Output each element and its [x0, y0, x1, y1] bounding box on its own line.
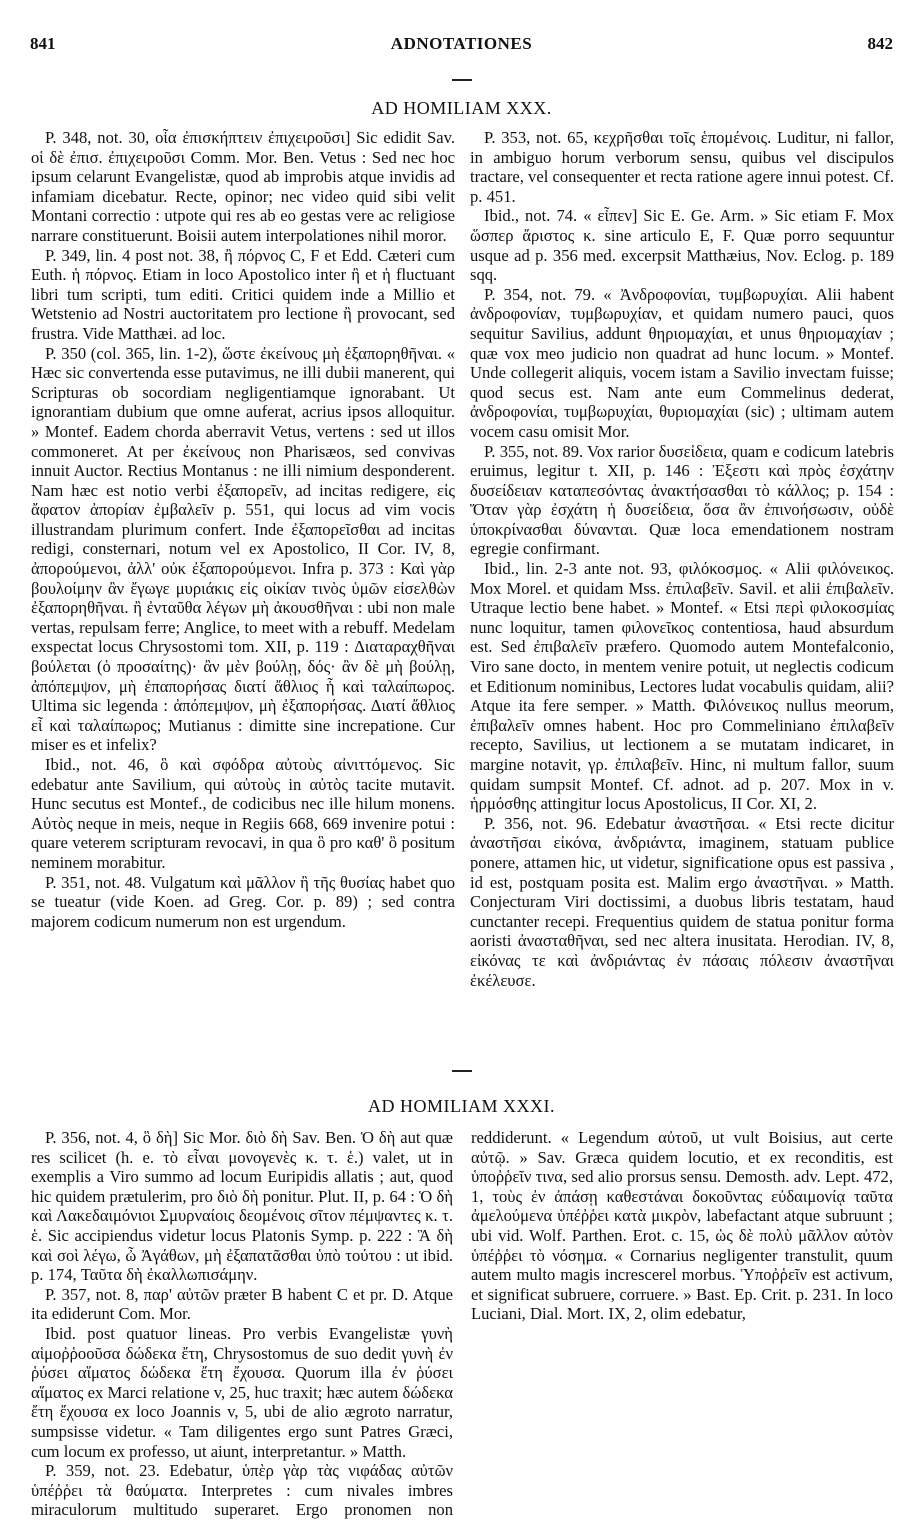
note-paragraph: Ibid., not. 74. « εἶπεν] Sic E. Ge. Arm. » Sic etiam F. Mox ὥσπερ ἄριστος κ. sine articulo E, F. Quæ porro sequuntur usque ad p. 356 med. excerpsit Matthæius, Nov. Eclog. p. 189 sqq.	[470, 206, 894, 285]
note-paragraph: P. 356, not. 4, ὃ δὴ] Sic Mor. διὸ δὴ Sav. Ben. Ὁ δὴ aut quæ res scilicet (h. e. τὸ εἶναι μονογενὲς κ. τ. ἑ.) valet, ut in exemplis a Viro summo ad locum Euripidis allatis ; aut, quod hic quidem prætulerim, pro διὸ δὴ ponitur. Plut. II, p. 64 : Ὁ δὴ καὶ Λακεδαιμόνιοι Σμυρναίοις δεομένοις σῖτον πέμψαντες κ. τ. ἑ. Sic accipiendus videtur locus Platonis Symp. p. 222 : Ἃ δὴ καὶ σοὶ λέγω, ὦ Ἀγάθων, μὴ ἐξαπατᾶσθαι ὑπὸ τούτου : ut ibid. p. 174, Ταῦτα δὴ ἐκαλλωπισάμην.	[31, 1128, 453, 1285]
note-paragraph: Ibid., not. 46, ὃ καὶ σφόδρα αὐτοὺς αἰνιττόμενος. Sic edebatur ante Savilium, qui αὐτοὺς in αὐτὸς tacite mutavit. Hunc secutus est Montef., de codicibus nec ille hilum monens. Αὐτὸς neque in meis, neque in Regiis 668, 669 invenire potui : quare veterem scripturam revocavi, in qua ὃ pro καθ' ὃ positum neminem morabitur.	[31, 755, 455, 872]
note-paragraph: Ibid., lin. 2-3 ante not. 93, φιλόκοσμος. « Alii φιλόνεικος. Mox Morel. et quidam Mss. ἐπιλαβεῖν. Savil. et alii ἐπιβαλεῖν. Utraque lectio bene habet. » Montef. « Etsi περὶ φιλοκοσμίας nunc loquitur, tamen φιλονεῖκος contentiosa, haud absurdum est. Sed ἐπιβαλεῖν præfero. Quomodo autem Montefalconio, Viro sane docto, in mentem venire potuit, ut neglectis codicum et Editionum nominibus, Lectores ludat vocabulis quidam, alii? Atque ita fere semper. » Matth. Φιλόνεικος nullus meorum, ἐπιβαλεῖν omnes habent. Hoc pro Commeliniano ἐπιλαβεῖν recepto, Savilius, ut lectionem a se mutatam indicaret, in margine notavit, γρ. ἐπιλαβεῖν. Hinc, ni multum fallor, suum quidam sumpsit Montef. Cf. adnot. ad p. 207. Mox in v. ἡρμόσθης attingitur locus Apostolicus, II Cor. XI, 2.	[470, 559, 894, 814]
page-number-left: 841	[30, 34, 56, 53]
note-paragraph: P. 354, not. 79. « Ἀνδροφονίαι, τυμβωρυχίαι. Alii habent ἀνδροφονίαν, τυμβωρυχίαν, et quidam numero pauci, quos sequitur Savilius, addunt θηριομαχίαι, et unus θηριομαχίαν ; quæ vox meo judicio non quadrat ad hunc locum. » Montef. Unde collegerit aliquis, vocem istam a Savilio invectam fuisse; quod secus est. Nam ante eum Commelinus dederat, ἀνδροφονίαι, τυμβωρυχίαι, θυριομαχίαι (sic) ; ultimam autem vocem casu omisit Mor.	[470, 284, 894, 441]
note-paragraph: P. 356, not. 96. Edebatur ἀναστῆσαι. « Etsi recte dicitur ἀναστῆσαι εἰκόνα, ἀνδριάντα, imaginem, statuam publice ponere, attamen hic, ut videtur, significatione opus est passiva , id est, postquam posita est. Malim ergo ἀναστῆναι. » Matth. Conjecturam Viri doctissimi, a duobus libris testatam, haud cunctanter recepi. Frequentius quidem de statua ponitur forma aoristi ἀνασταθῆναι, sed nec altera inusitata. Herodian. IV, 8, εἰκόνας τε καὶ ἀνδριάντας ἐν πάσαις πόλεσιν ἀναστῆναι ἐκέλευσε.	[470, 813, 894, 990]
note-paragraph: P. 351, not. 48. Vulgatum καὶ μᾶλλον ἢ τῆς θυσίας habet quo se tueatur (vide Koen. ad Greg. Cor. p. 89) ; sed contra majorem codicum numerum non est urgendum.	[31, 872, 455, 931]
note-paragraph: P. 359, not. 23. Edebatur, ὑπὲρ γὰρ τὰς νιφάδας αὐτῶν ὑπέῤῥει τὰ θαύματα. Interpretes : cum nivales imbres miraculorum multitudo superaret. Ergo pronomen non reddiderunt. « Legendum αὐτοῦ, ut vult Boisius, aut certe αὐτῷ. » Sav. Græca quidem locutio, et ex reconditis, est ὑποῤῥεῖν τινα, sed alio prorsus sensu. Demosth. adv. Lept. 472, 1, τοὺς ἐν ἀπάσῃ καθεστάναι δοκοῦντας εὐδαιμονίᾳ ταῦτα ἀμελούμενα ὑπέῤῥει κατὰ μικρὸν, labefactant atque subruunt ; ubi vid. Wolf. Parthen. Erot. c. 15, ὡς δὲ πολὺ μᾶλλον αὐτὸν ὑπέῤῥει τὸ νόσημα. « Cornarius negligenter transtulit, quum autem multo magis increscerel morbus. Ὑποῤῥεῖν est activum, et significat subruere, corruere. » Bast. Ep. Crit. p. 231. In loco Luciani, Dial. Mort. IX, 2, olim edebatur,	[31, 1128, 893, 1520]
note-paragraph: P. 349, lin. 4 post not. 38, ἢ πόρνος C, F et Edd. Cæteri cum Euth. ἡ πόρνος. Etiam in loco Apostolico inter ἢ et ἡ fluctuant libri tum scripti, tum editi. Critici quidem inde a Millio et Wetstenio ad Nostri auctoritatem pro lectione ἢ provocant, sed frustra. Vide Matthæi. ad loc.	[31, 245, 455, 343]
running-head	[30, 34, 893, 58]
note-paragraph: P. 357, not. 8, παρ' αὐτῶν præter B habent C et pr. D. Atque ita ediderunt Com. Mor.	[31, 1284, 453, 1324]
running-title: ADNOTATIONES	[390, 34, 533, 53]
column-right-xxx	[470, 128, 894, 990]
note-paragraph: P. 355, not. 89. Vox rarior δυσεἰδεια, quam e codicum latebris eruimus, legitur t. XII, p. 146 : Ἐξεστι καὶ πρὸς ἐσχάτην δυσείδειαν καταπεσόντας ἀνακτήσασθαι τὸ κάλλος; p. 154 : Ὅταν γὰρ ἐσχάτη ἡ δυσείδεια, ὅσα ἂν ἐπινοήσωσιν, οὐδὲ ὑποκρίνασθαι δύνανται. Quæ loca emendationem nostram egregie confirmant.	[470, 441, 894, 559]
section-title-xxxi: AD HOMILIAM XXXI.	[368, 1096, 555, 1116]
column-left-xxx	[31, 128, 455, 931]
column-xxxi	[31, 1128, 893, 1520]
section-title-xxx: AD HOMILIAM XXX.	[371, 98, 552, 118]
section-rule	[452, 1070, 472, 1072]
note-paragraph: P. 353, not. 65, κεχρῆσθαι τοῖς ἑπομένοις. Luditur, ni fallor, in ambiguo horum verborum sensu, quibus vel discipulos tractare, vel consequenter et recta ratione agere innui potest. Cf. p. 451.	[470, 128, 894, 206]
page-number-right: 842	[867, 34, 893, 53]
note-paragraph: Ibid. post quatuor lineas. Pro verbis Evangelistæ γυνὴ αἱμοῤῥοοῦσα δώδεκα ἔτη, Chrysostomus de suo dedit γυνὴ ἐν ῥύσει αἵματος δώδεκα ἔτη ἔχουσα. Quorum illa ἐν ῥύσει αἵματος ex Marci relatione v, 25, huc traxit; hæc autem δώδεκα ἔτη ἔχουσα ex loco Joannis v, 5, ubi de alio ægroto narratur, sumpsisse videtur. « Tam diligentes ergo sunt Patres Græci, cum locum ex professo, ut aiunt, interpretantur. » Matth.	[31, 1323, 453, 1461]
note-paragraph: P. 350 (col. 365, lin. 1-2), ὥστε ἐκείνους μὴ ἐξαπορηθῆναι. « Hæc sic convertenda esse putavimus, ne illi dubii manerent, qui Scripturas ob socordiam negligentiamque ignorabant. Ut ignorantiam dubium que omne auferat, acrius ipsos alloquitur. » Montef. Eadem chorda aberravit Vetus, vertens : sed ut illos commoneret. At per ἐκείνους non Pharisæos, sed convivas innuit Auctor. Rectius Montanus : ne illi nimium desponderent. Nam hæc est notio verbi ἐξαπορεῖν, ad incitas redigere, εἰς ἄφατον ἀπορίαν ἐμβαλεῖν p. 551, qui locus ad vim vocis illustrandam plurimum confert. Inde ἐξαπορεῖσθαι ad incitas redigi, consternari, notum vel ex Apostolico, II Cor. IV, 8, ἀπορούμενοι, ἀλλ' οὐκ ἐξαπορούμενοι. Infra p. 373 : Καὶ γὰρ βουλοίμην ἂν ἔγωγε μυριάκις εἰς οἰκίαν τινὸς ὑμῶν εἰσελθὼν ἐξαπορηθῆναι. ἢ ἐνταῦθα λέγων μὴ ἀκουσθῆναι : ubi non male vertas, repulsam ferre; Anglice, to meet with a rebuff. Medelam exspectat locus Chrysostomi tom. XII, p. 119 : Διαταραχθῆναι βούλεται (ὁ προσαίτης)· ἂν μὲν βούλῃ, δός· ἂν δὲ μὴ βούλῃ, ἀπόπεμψον, μὴ ἐπαπορήσας διατί ἄθλιος ἧ καὶ ταλαίπωρος. Ultima sic legenda : ἀπόπεμψον, μὴ ἐξαπορήσας. Διατί ἄθλιος εἶ καὶ ταλαίπωρος; Mutianus : dimitte sine increpatione. Cur miser es et infelix?	[31, 343, 455, 755]
header-rule	[452, 79, 472, 81]
note-paragraph: P. 348, not. 30, οἷα ἐπισκήπτειν ἐπιχειροῦσι] Sic edidit Sav. οἱ δὲ ἐπισ. ἐπιχειροῦσι Comm. Mor. Ben. Vetus : Sed nec hoc ipsum celarunt Evangelistæ, quod ab improbis atque invidis ad infamiam dicebatur. Recte, opinor; nec video quid sibi velit Montani correctio : utpote qui res ab eo gestas vere ac religiose narrare constituerunt. Boisii autem interpolationes nihil moror.	[31, 128, 455, 245]
